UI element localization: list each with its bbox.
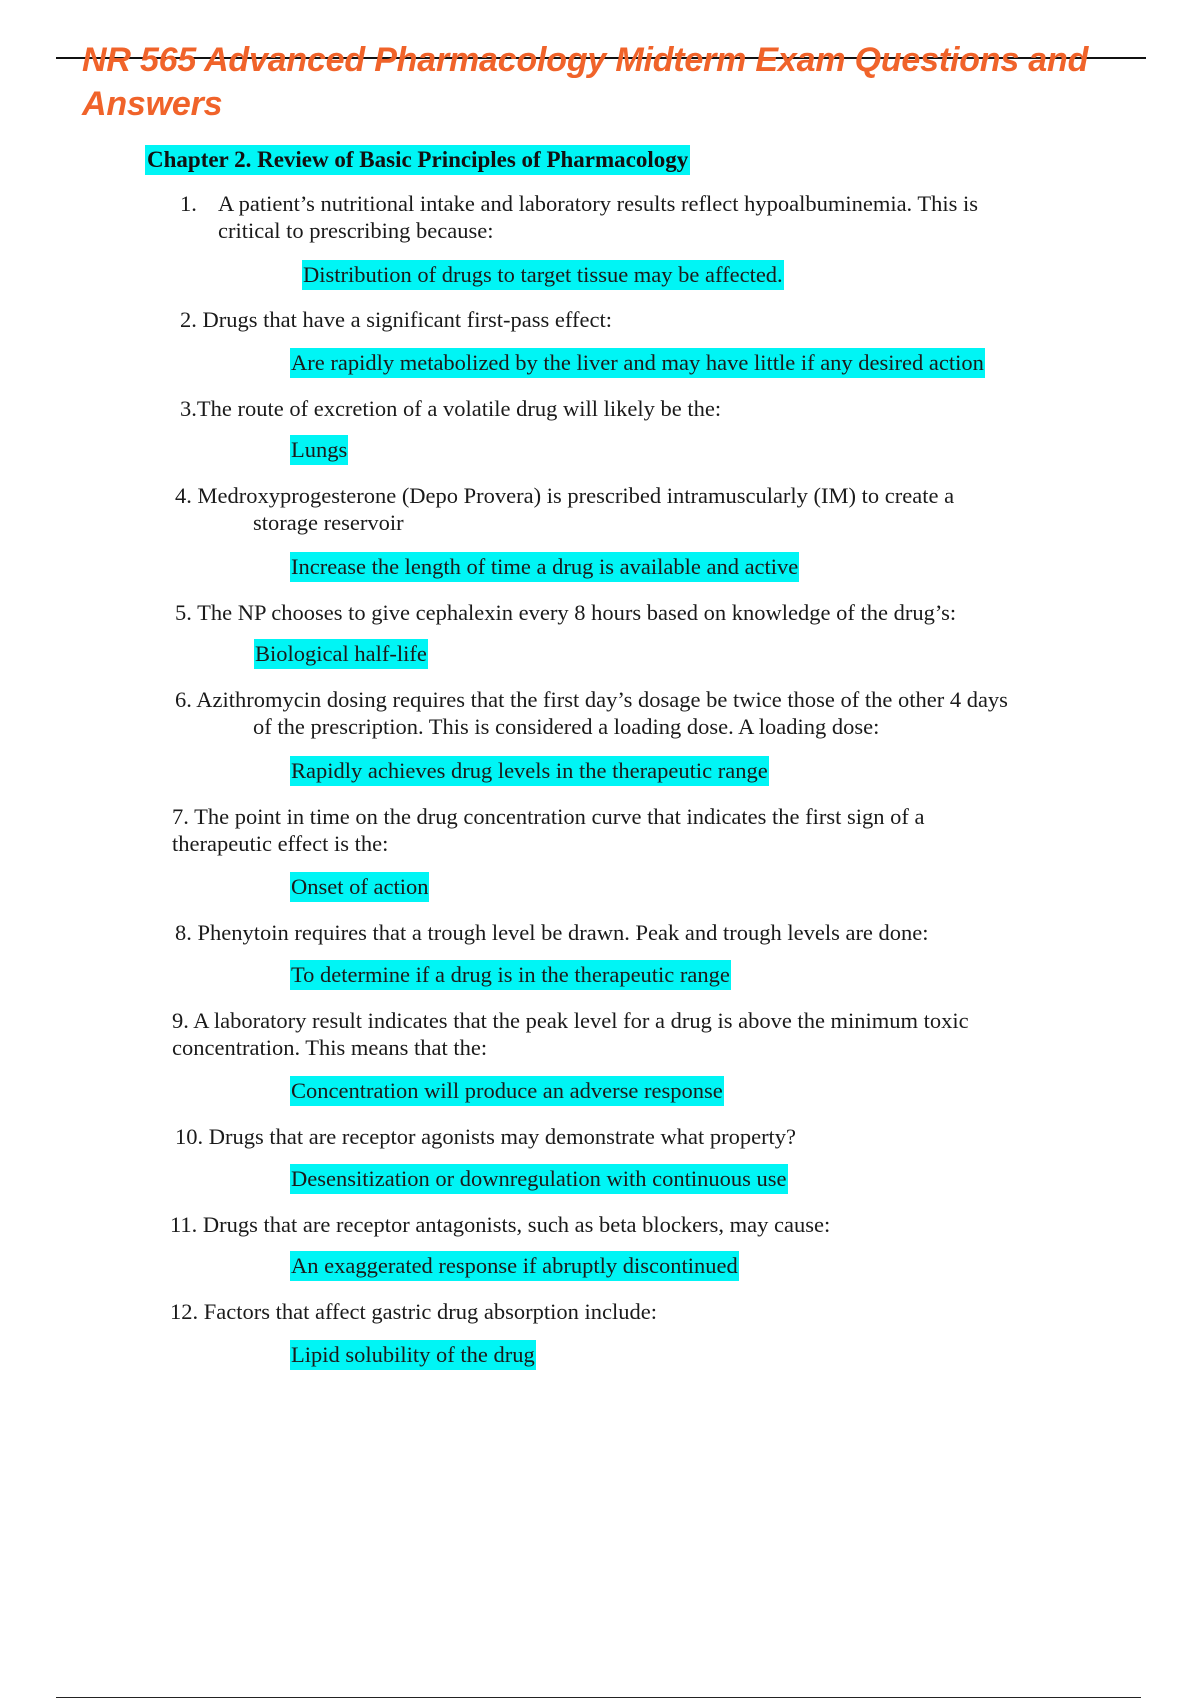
question-1 (180, 190, 1110, 244)
question-text-line1: The NP chooses to give cephalexin every 8 hours based on knowledge of the drug’s: (197, 600, 957, 625)
question-6 (175, 686, 1135, 740)
answer-3: Lungs (290, 435, 348, 465)
chapter-heading: Chapter 2. Review of Basic Principles of Pharmacology (145, 145, 690, 175)
question-number: 6. (175, 687, 192, 712)
question-text-line1: Drugs that have a significant first-pass effect: (202, 307, 612, 332)
question-text-line1: Medroxyprogesterone (Depo Provera) is prescribed intramuscularly (IM) to create a (197, 483, 955, 508)
question-text-line1: Drugs that are receptor antagonists, such as beta blockers, may cause: (202, 1212, 831, 1237)
question-number: 10. (175, 1124, 204, 1149)
question-text-line2: of the prescription. This is considered a loading dose. A loading dose: (253, 714, 880, 739)
question-number: 1. (180, 191, 197, 216)
question-text-line2: storage reservoir (253, 510, 404, 535)
question-9 (172, 1007, 1132, 1061)
answer-9: Concentration will produce an adverse response (290, 1076, 724, 1106)
question-number: 9. (172, 1008, 189, 1033)
question-text-line1: A laboratory result indicates that the peak level for a drug is above the minimum toxic (193, 1008, 969, 1033)
question-text-line2: therapeutic effect is the: (172, 831, 389, 856)
page-bottom-rule (56, 1697, 1141, 1698)
question-10 (175, 1123, 1135, 1150)
question-text-line1: Drugs that are receptor agonists may demonstrate what property? (208, 1124, 797, 1149)
question-text-line1: Phenytoin requires that a trough level be drawn. Peak and trough levels are done: (197, 920, 929, 945)
question-text-line1: Azithromycin dosing requires that the first day’s dosage be twice those of the other 4 days (196, 687, 1008, 712)
answer-2: Are rapidly metabolized by the liver and may have little if any desired action (290, 348, 985, 378)
answer-6: Rapidly achieves drug levels in the therapeutic range (290, 756, 769, 786)
question-11 (170, 1211, 1130, 1238)
answer-5: Biological half-life (254, 639, 428, 669)
question-number: 11. (170, 1212, 198, 1237)
answer-10: Desensitization or downregulation with continuous use (290, 1164, 788, 1194)
answer-7: Onset of action (290, 872, 429, 902)
question-text-line1: The point in time on the drug concentration curve that indicates the first sign of a (194, 804, 925, 829)
question-text-line1: The route of excretion of a volatile drug will likely be the: (196, 396, 722, 421)
question-3 (180, 395, 1110, 422)
question-2 (180, 306, 1110, 333)
question-number: 12. (170, 1299, 199, 1324)
question-4 (175, 482, 1115, 536)
answer-12: Lipid solubility of the drug (290, 1340, 536, 1370)
document-title: NR 565 Advanced Pharmacology Midterm Exam Questions and Answers (82, 41, 1089, 123)
question-number: 3. (180, 396, 197, 421)
question-number: 8. (175, 920, 192, 945)
answer-11: An exaggerated response if abruptly discontinued (290, 1251, 739, 1281)
answer-4: Increase the length of time a drug is available and active (290, 552, 799, 582)
question-number: 2. (180, 307, 197, 332)
answer-1: Distribution of drugs to target tissue may be affected. (302, 260, 784, 290)
question-5 (175, 599, 1115, 626)
question-text-line2: concentration. This means that the: (172, 1035, 488, 1060)
question-text-line1: Factors that affect gastric drug absorption include: (203, 1299, 657, 1324)
question-text-line2: critical to prescribing because: (218, 218, 494, 243)
question-12 (170, 1298, 1130, 1325)
answer-8: To determine if a drug is in the therapeutic range (290, 960, 731, 990)
question-8 (175, 919, 1135, 946)
question-number: 5. (175, 600, 192, 625)
question-text-line1: A patient’s nutritional intake and laboratory results reflect hypoalbuminemia. This is (218, 191, 979, 216)
question-number: 4. (175, 483, 192, 508)
question-number: 7. (172, 804, 189, 829)
question-7 (172, 803, 1132, 857)
